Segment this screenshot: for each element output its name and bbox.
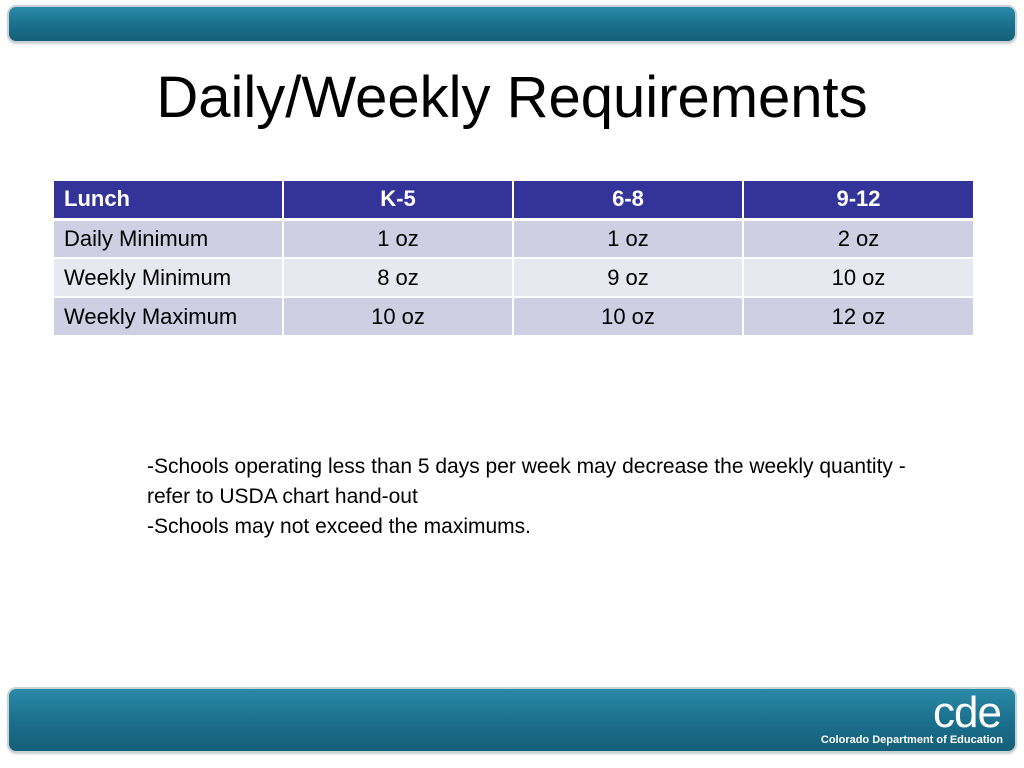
header-9-12: 9-12 [743, 180, 974, 219]
row-label: Weekly Maximum [53, 297, 283, 336]
row-label: Daily Minimum [53, 219, 283, 258]
row-label: Weekly Minimum [53, 258, 283, 297]
table-cell: 12 oz [743, 297, 974, 336]
note-line-1: -Schools operating less than 5 days per week may decrease the weekly quantity - refer to USDA chart hand-out [147, 455, 906, 508]
table-cell: 1 oz [283, 219, 513, 258]
table-cell: 8 oz [283, 258, 513, 297]
header-k5: K-5 [283, 180, 513, 219]
cde-logo [820, 688, 1003, 747]
footer-banner [9, 689, 1015, 751]
table-cell: 10 oz [283, 297, 513, 336]
note-line-2: -Schools may not exceed the maximums. [147, 515, 531, 538]
header-6-8: 6-8 [513, 180, 743, 219]
table-cell: 1 oz [513, 219, 743, 258]
slide-title: Daily/Weekly Requirements [156, 65, 868, 130]
notes-block [147, 452, 907, 542]
cde-logo-mark: cde [933, 688, 1001, 737]
table-cell: 2 oz [743, 219, 974, 258]
header-lunch: Lunch [53, 180, 283, 219]
requirements-table [52, 179, 975, 337]
top-banner [9, 7, 1015, 41]
table-row [53, 258, 974, 297]
table-header-row [53, 180, 974, 219]
table-cell: 10 oz [513, 297, 743, 336]
table-row [53, 219, 974, 258]
table-cell: 10 oz [743, 258, 974, 297]
cde-logo-text: Colorado Department of Education [820, 734, 1003, 746]
table-row [53, 297, 974, 336]
table-cell: 9 oz [513, 258, 743, 297]
